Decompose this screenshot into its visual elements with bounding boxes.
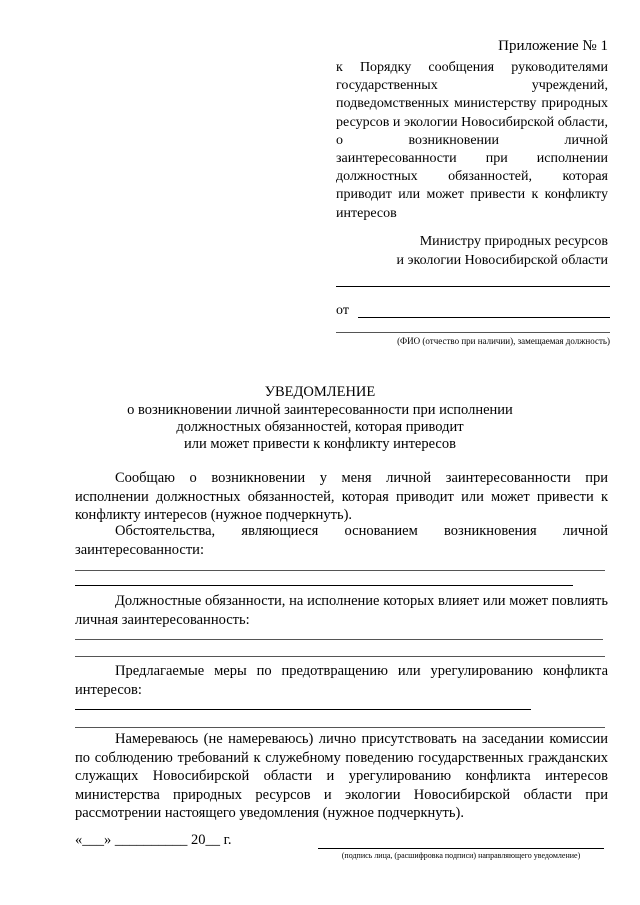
circumstances-line-1 [75,570,605,571]
fio-blank-line [336,332,610,333]
circumstances-line-2 [75,585,573,586]
from-label: от [336,303,349,318]
paragraph-attendance: Намереваюсь (не намереваюсь) лично присутствовать на заседании комиссии по соблюдению требований к служебному поведению государственных гражданских служащих Новосибирской области и урегулированию конфликта интересов министерства природных ресурсов и экологии Новосибирской области при рассмотрении настоящего уведомления (нужное подчеркнуть). [75,731,608,821]
appendix-text: к Порядку сообщения руководителями государственных учреждений, подведомственных министерству природных ресурсов и экологии Новосибирской области, о возникновении личной заинтересованности при исполнении должностных обязанностей, которая приводит или может привести к конфликту интересов [336,60,608,221]
from-blank-line [358,317,610,318]
notice-title: УВЕДОМЛЕНИЕ [264,384,376,400]
duties-line-1 [75,639,603,640]
paragraph-duties: Должностные обязанности, на исполнение которых влияет или может повлиять личная заинтересованность: [75,593,608,628]
addressee-block [396,233,608,270]
addressee-line-2: и экологии Новосибирской области [396,252,608,268]
notice-subtitle-1: о возникновении личной заинтересованности при исполнении [127,402,513,418]
paragraph-measures: Предлагаемые меры по предотвращению или урегулированию конфликта интересов: [75,663,608,698]
notice-subtitle-2: должностных обязанностей, которая приводит [176,419,464,435]
paragraph-circumstances: Обстоятельства, являющиеся основанием возникновения личной заинтересованности: [75,523,608,558]
paragraph-notice: Сообщаю о возникновении у меня личной заинтересованности при исполнении должностных обязанностей, которая приводит или может привести к конфликту интересов (нужное подчеркнуть). [75,470,608,523]
date-field: «___» __________ 20__ г. [75,832,232,848]
duties-line-2 [75,656,605,657]
measures-line-1 [75,709,531,710]
addressee-blank-line [336,286,610,287]
measures-line-2 [75,727,605,728]
notice-subtitle-3: или может привести к конфликту интересов [184,436,456,452]
addressee-line-1: Министру природных ресурсов [419,234,608,249]
signature-caption: (подпись лица, (расшифровка подписи) направляющего уведомление) [341,851,581,860]
appendix-title: Приложение № 1 [498,38,608,54]
signature-line [318,848,604,849]
fio-caption: (ФИО (отчество при наличии), замещаемая должность) [397,336,610,346]
